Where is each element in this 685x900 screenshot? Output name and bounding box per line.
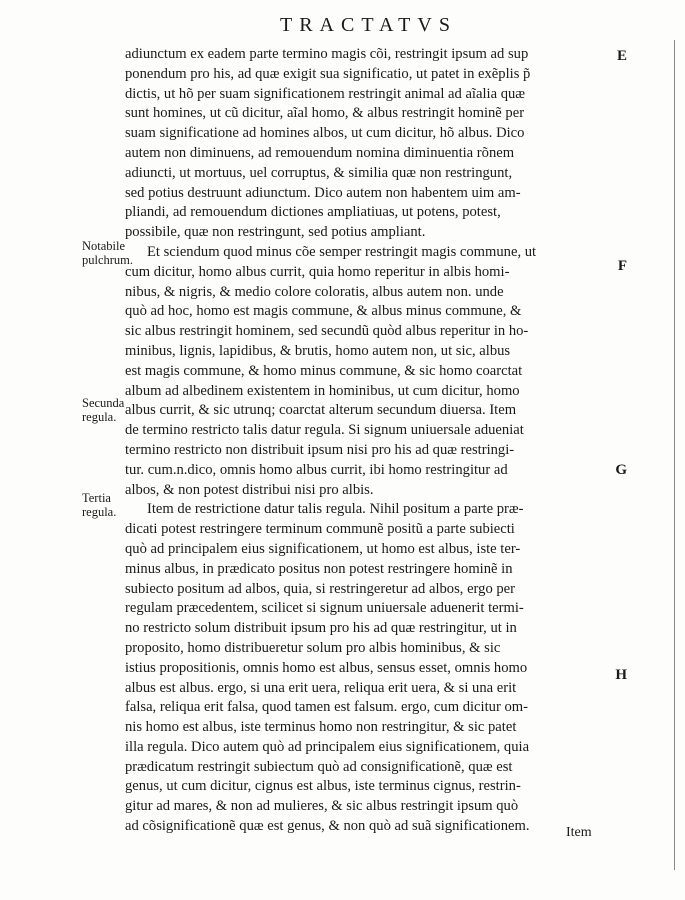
text-line: est magis commune, & homo minus commune, & sic homo coarctat bbox=[125, 362, 523, 379]
text-line: minibus, lignis, lapidibus, & brutis, homo autem non, ut sic, albus bbox=[125, 342, 511, 359]
text-line: adiuncti, ut mortuus, uel corruptus, & similia quæ non restringunt, bbox=[125, 164, 513, 181]
text-line: ponendum pro his, ad quæ exigit sua significatio, ut patet in exẽplis p̃ bbox=[125, 65, 531, 82]
text-line: adiunctum ex eadem parte termino magis cõi, restringit ipsum ad sup bbox=[125, 46, 529, 62]
text-line: Et sciendum quod minus cõe semper restringit magis commune, ut bbox=[147, 243, 537, 260]
text-line: quò ad hoc, homo est magis commune, & albus minus commune, & bbox=[125, 303, 522, 320]
text-line: albus est albus. ergo, si una erit uera, reliqua erit uera, & si una erit bbox=[125, 679, 517, 696]
text-line: dictis, ut hõ per suam significationem restringit animal ad aĩalia quæ bbox=[125, 85, 526, 102]
text-line: subiecto positum ad albos, quia, si restringeretur ad albos, ergo per bbox=[125, 580, 516, 597]
margin-note-notabile: Notabile pulchrum. bbox=[82, 239, 134, 267]
text-line: istius propositionis, omnis homo est albus, sensus esset, omnis homo bbox=[125, 659, 528, 676]
section-letter-e: E bbox=[616, 48, 627, 64]
margin-note-secunda-regula: Secunda regula. bbox=[82, 396, 125, 424]
text-line: sunt homines, ut cũ dicitur, aĩal homo, & albus restringit hominẽ per bbox=[125, 105, 525, 122]
text-line: possibile, quæ non restringunt, sed potius ampliant. bbox=[125, 224, 426, 241]
text-line: regulam præcedentem, scilicet si signum uniuersale aduenerit termi- bbox=[125, 600, 524, 617]
section-letter-g: G bbox=[615, 462, 627, 478]
text-line: minus albus, in prædicato positus non potest restringere hominẽ in bbox=[125, 560, 513, 577]
text-line: no restricto solum distribuit ipsum pro his ad quæ restringitur, ut in bbox=[125, 620, 517, 637]
text-line: nibus, & nigris, & medio colore coloratis, albus autem non. unde bbox=[125, 283, 504, 300]
section-letter-f: F bbox=[617, 258, 627, 274]
text-line: dicati potest restringere terminum communẽ positũ a parte subiecti bbox=[125, 521, 515, 538]
page-edge-line bbox=[674, 40, 675, 870]
text-line: Item de restrictione datur talis regula. Nihil positum a parte præ- bbox=[147, 501, 524, 518]
text-line: proposito, homo distribueretur solum pro albis hominibus, & sic bbox=[125, 639, 501, 656]
text-line: pliandi, ad remouendum dictiones ampliatiuas, ut potens, potest, bbox=[125, 204, 501, 221]
text-line: tur. cum.n.dico, omnis homo albus currit, ibi homo restringitur ad bbox=[125, 461, 508, 478]
margin-note-tertia-regula: Tertia regula. bbox=[82, 491, 117, 519]
text-line: termino restricto non distribuit ipsum nisi pro his ad quæ restringi- bbox=[125, 441, 515, 458]
text-line: quò ad principalem eius significationem, ut homo est albus, iste ter- bbox=[125, 540, 521, 557]
text-line: sic albus restringit hominem, sed secundũ quòd albus reperitur in ho- bbox=[125, 323, 529, 340]
text-line: albus currit, & sic utrunq; coarctat alterum secundum diuersa. Item bbox=[125, 402, 517, 419]
text-line: de termino restricto talis datur regula. Si signum uniuersale adueniat bbox=[125, 422, 524, 439]
text-line: sed potius destruunt adiunctum. Dico autem non habentem uim am- bbox=[125, 184, 521, 201]
text-line: ad cõsignificationẽ quæ est genus, & non quò ad suã significationem. bbox=[125, 818, 530, 835]
text-line: albos, & non potest distribui nisi pro albis. bbox=[125, 481, 374, 498]
body-text bbox=[125, 45, 603, 837]
running-head: TRACTATVS bbox=[280, 14, 457, 36]
text-line: falsa, reliqua erit falsa, quod tamen est falsum. ergo, cum dicitur om- bbox=[125, 699, 528, 716]
text-line: gitur ad mares, & non ad mulieres, & sic albus restringit ipsum quò bbox=[125, 798, 519, 815]
text-line: cum dicitur, homo albus currit, quia homo reperitur in albis homi- bbox=[125, 263, 510, 280]
text-line: illa regula. Dico autem quò ad principalem eius significationem, quia bbox=[125, 738, 530, 755]
text-line: album ad albedinem existentem in hominibus, ut cum dicitur, homo bbox=[125, 382, 520, 399]
text-line: prædicatum restringit subiectum quò ad consignificationẽ, quæ est bbox=[125, 758, 513, 775]
text-line: genus, ut cum dicitur, cignus est albus, iste terminus cignus, restrin- bbox=[125, 778, 521, 795]
section-letter-h: H bbox=[615, 667, 627, 683]
text-line: autem non diminuens, ad remouendum nomina diminuentia rõnem bbox=[125, 144, 515, 161]
text-line: suam significatione ad homines albos, ut cum dicitur, hõ albus. Dico bbox=[125, 125, 525, 142]
text-line: nis homo est albus, iste terminus homo non restringitur, & sic patet bbox=[125, 719, 517, 736]
catchword: Item bbox=[566, 825, 592, 840]
